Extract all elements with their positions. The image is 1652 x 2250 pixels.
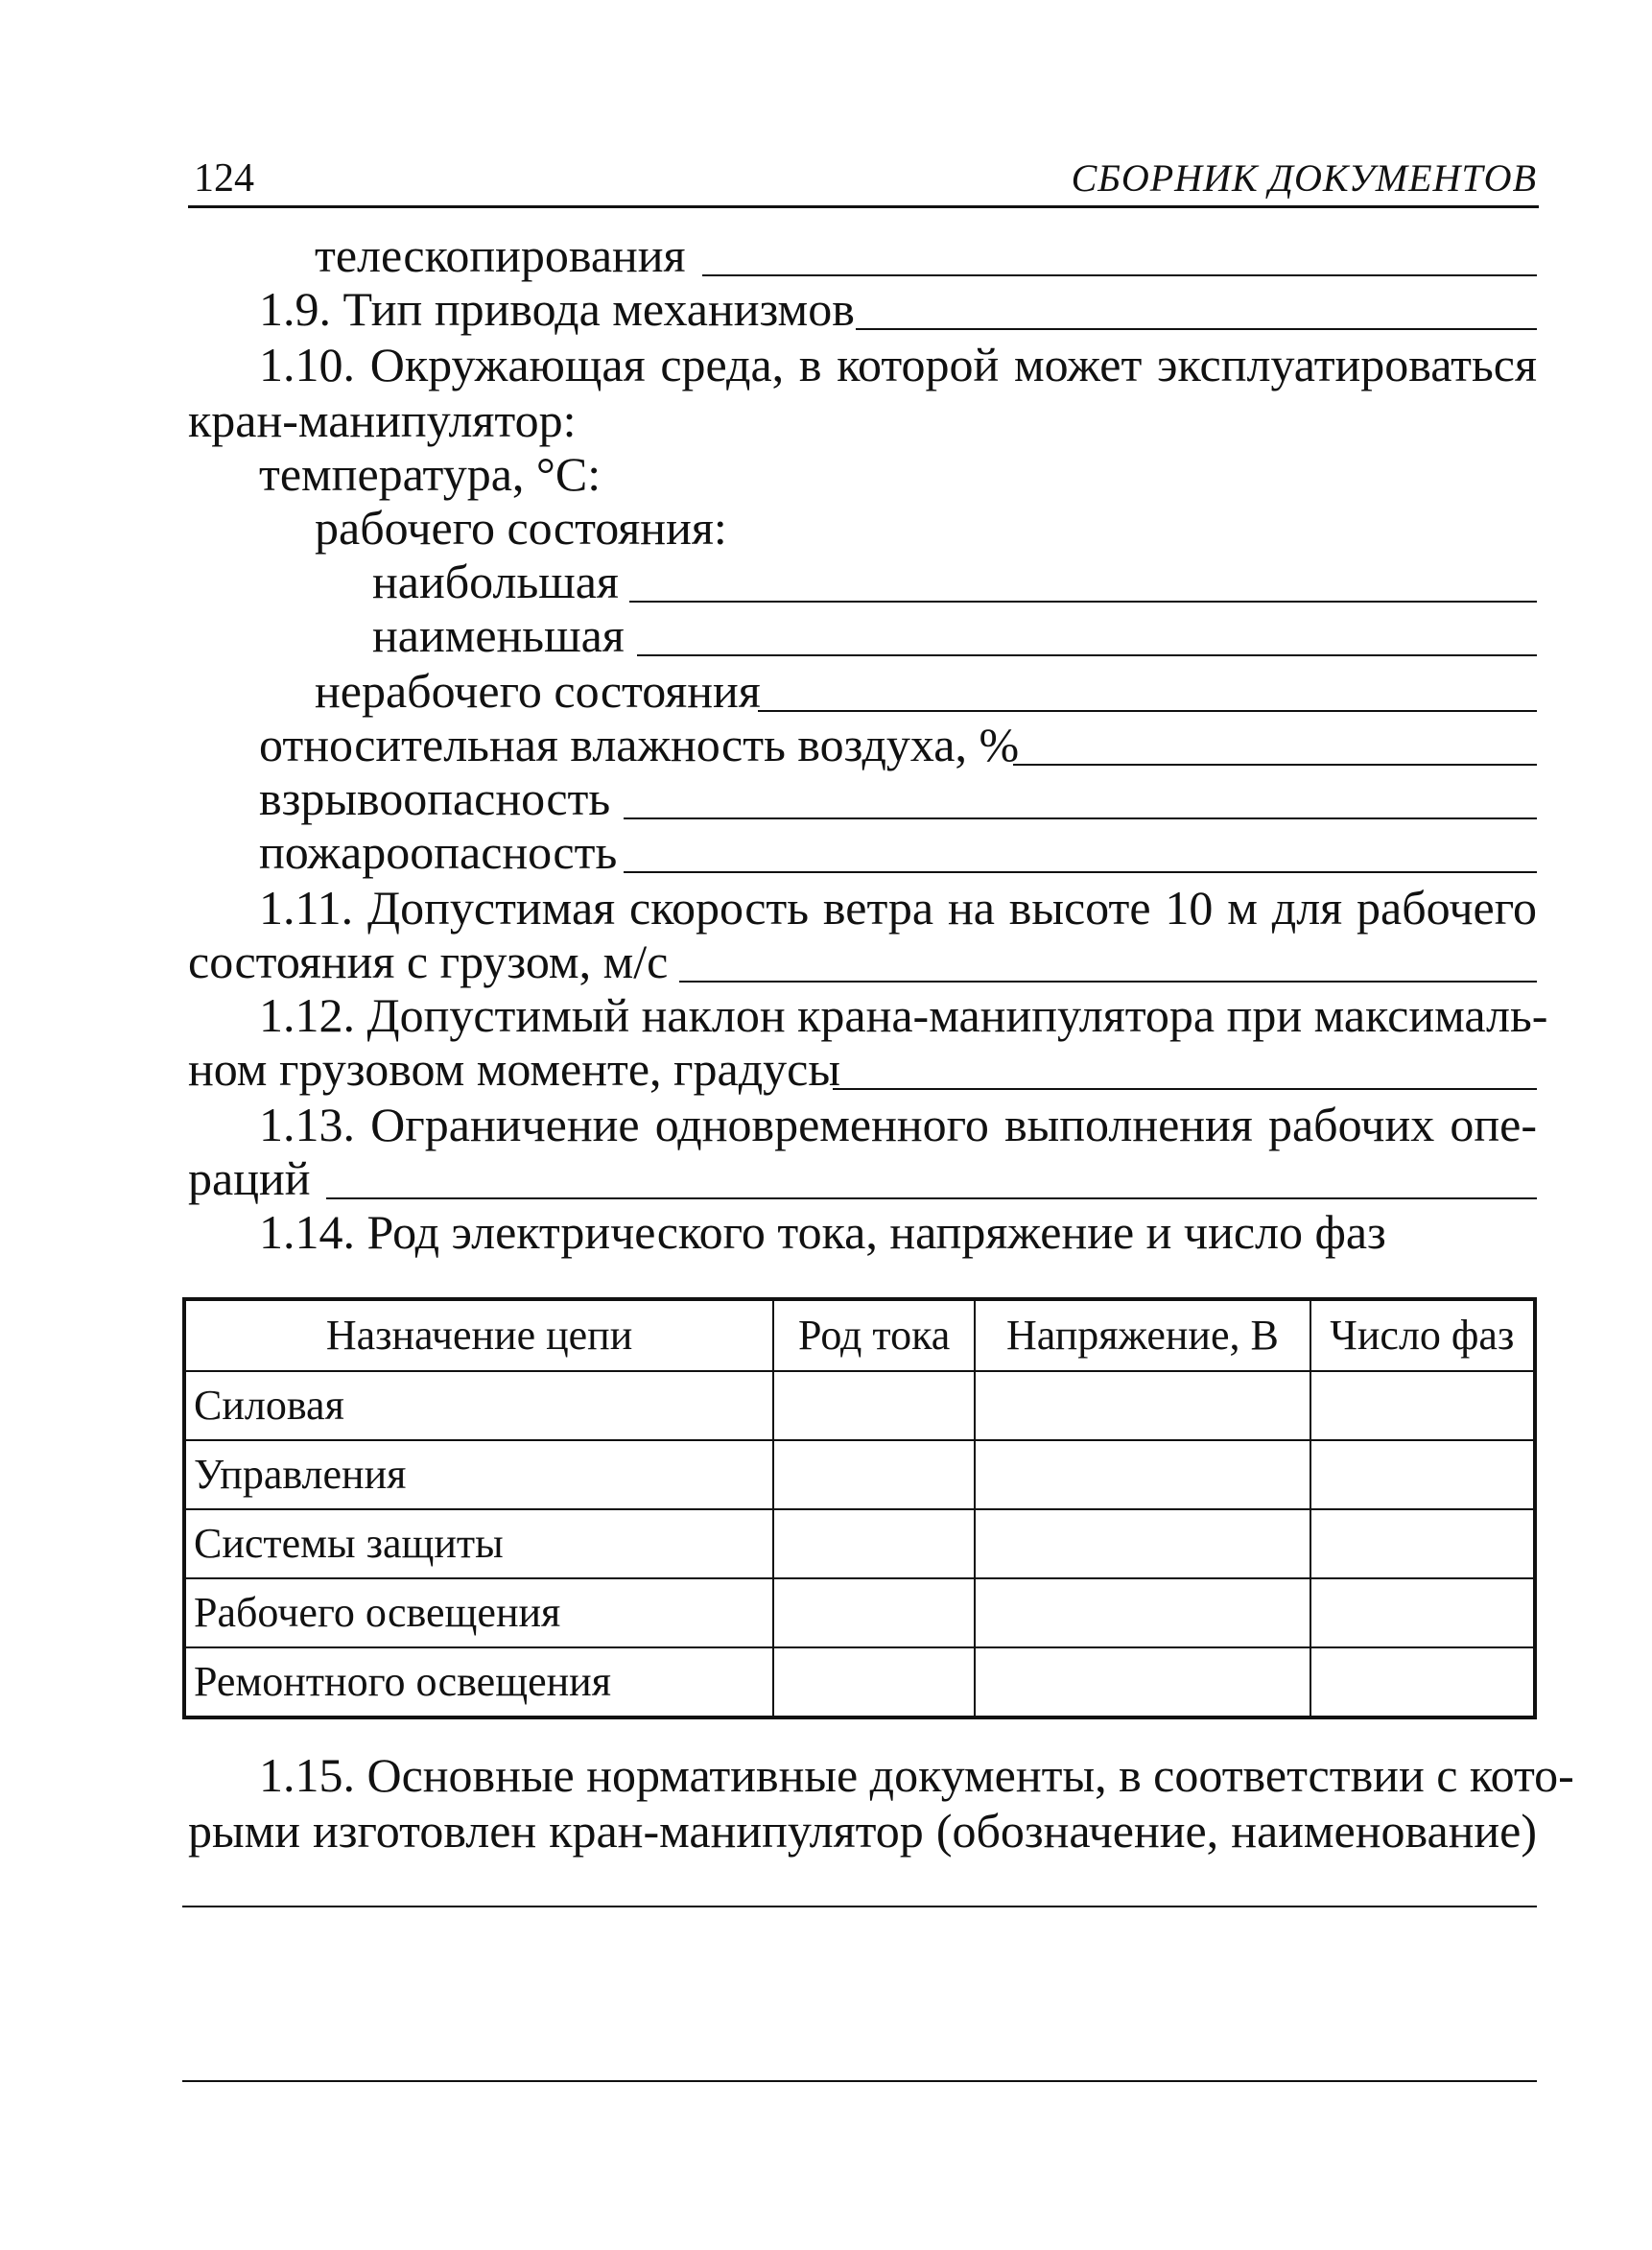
blank-field[interactable] — [758, 710, 1537, 712]
table-row — [184, 1578, 1535, 1647]
blank-field[interactable] — [624, 817, 1537, 819]
item-1-14: 1.14. Род электрического тока, напряжение и число фаз — [259, 1205, 1386, 1259]
circuit-name: Управления — [184, 1440, 773, 1509]
table-row — [184, 1440, 1535, 1509]
circuit-name: Рабочего освещения — [184, 1578, 773, 1647]
table-row — [184, 1647, 1535, 1717]
table-cell[interactable] — [1310, 1440, 1535, 1509]
blank-field[interactable] — [182, 1906, 1537, 1907]
table-cell[interactable] — [1310, 1509, 1535, 1578]
table-cell[interactable] — [773, 1440, 975, 1509]
text-line: состояния с грузом, м/с — [188, 935, 669, 988]
blank-field[interactable] — [182, 2080, 1537, 2082]
text-line: рабочего состояния: — [315, 501, 727, 555]
table-header-row — [184, 1299, 1535, 1371]
blank-field[interactable] — [629, 601, 1537, 603]
table-cell[interactable] — [1310, 1371, 1535, 1440]
text-line: температура, °С: — [259, 447, 602, 501]
table-cell[interactable] — [975, 1578, 1310, 1647]
text-line: наибольшая — [372, 555, 619, 608]
page-header — [188, 152, 1539, 208]
circuit-name: Системы защиты — [184, 1509, 773, 1578]
text-line: нерабочего состояния — [315, 664, 761, 718]
item-1-15: 1.15. Основные нормативные документы, в соответствии с кото- — [259, 1748, 1574, 1802]
item-1-12: 1.12. Допустимый наклон крана-манипулятора при максималь- — [259, 988, 1548, 1042]
table-cell[interactable] — [773, 1509, 975, 1578]
item-1-11: 1.11. Допустимая скорость ветра на высоте 10 м для рабочего — [259, 881, 1537, 935]
circuit-name: Ремонтного освещения — [184, 1647, 773, 1717]
blank-field[interactable] — [637, 654, 1537, 656]
blank-field[interactable] — [856, 328, 1537, 330]
text-line: ном грузовом моменте, градусы — [188, 1042, 840, 1096]
blank-field[interactable] — [1013, 764, 1537, 766]
running-title: СБОРНИК ДОКУМЕНТОВ — [1071, 156, 1537, 200]
text-line: рыми изготовлен кран-манипулятор (обозначение, наименование) — [188, 1804, 1537, 1858]
text-line: наименьшая — [372, 608, 625, 662]
text-line: относительная влажность воздуха, % — [259, 718, 1020, 771]
text-line: взрывоопасность — [259, 771, 611, 825]
item-1-13: 1.13. Ограничение одновременного выполнения рабочих опе- — [259, 1098, 1537, 1151]
circuit-name: Силовая — [184, 1371, 773, 1440]
blank-field[interactable] — [833, 1088, 1537, 1090]
blank-field[interactable] — [702, 274, 1537, 276]
table-cell[interactable] — [975, 1509, 1310, 1578]
text-line: кран-манипулятор: — [188, 393, 577, 447]
text-line: телескопирования — [315, 228, 686, 282]
table-cell[interactable] — [773, 1578, 975, 1647]
blank-field[interactable] — [624, 871, 1537, 873]
item-1-10: 1.10. Окружающая среда, в которой может эксплуатироваться — [259, 338, 1537, 391]
table-row — [184, 1371, 1535, 1440]
blank-field[interactable] — [679, 981, 1537, 983]
table-cell[interactable] — [1310, 1647, 1535, 1717]
item-1-9: 1.9. Тип привода механизмов — [259, 282, 855, 336]
column-header: Род тока — [773, 1299, 975, 1371]
table-row — [184, 1509, 1535, 1578]
column-header: Назначение цепи — [184, 1299, 773, 1371]
column-header: Число фаз — [1310, 1299, 1535, 1371]
table-cell[interactable] — [773, 1647, 975, 1717]
text-line: раций — [188, 1151, 311, 1205]
column-header: Напряжение, В — [975, 1299, 1310, 1371]
table-cell[interactable] — [975, 1647, 1310, 1717]
blank-field[interactable] — [326, 1197, 1537, 1199]
circuits-table — [182, 1297, 1537, 1719]
table-cell[interactable] — [1310, 1578, 1535, 1647]
table-cell[interactable] — [773, 1371, 975, 1440]
page-number: 124 — [194, 156, 254, 201]
table-cell[interactable] — [975, 1440, 1310, 1509]
text-line: пожароопасность — [259, 825, 618, 879]
table-cell[interactable] — [975, 1371, 1310, 1440]
